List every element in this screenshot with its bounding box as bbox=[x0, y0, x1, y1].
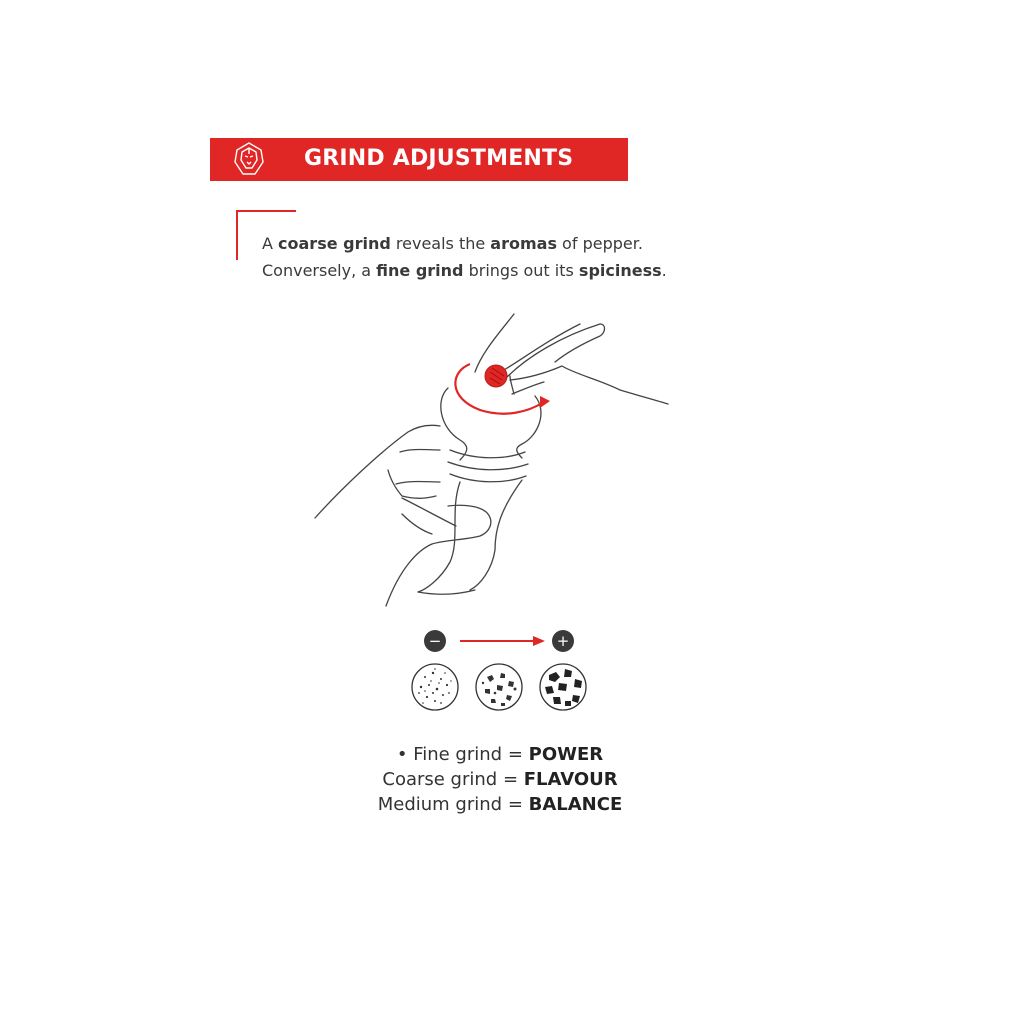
lion-head-icon bbox=[230, 140, 268, 178]
intro-line-1: A coarse grind reveals the aromas of pepper. bbox=[262, 234, 643, 253]
intro-line-2: Conversely, a fine grind brings out its spiciness. bbox=[262, 261, 667, 280]
hand-turning-pepper-mill-knob-icon bbox=[300, 300, 690, 620]
coarse-grind-sample-icon bbox=[540, 664, 586, 710]
intro-text bbox=[262, 230, 667, 284]
svg-text:+: + bbox=[556, 632, 570, 650]
minus-icon bbox=[424, 630, 446, 652]
legend-line-medium: Medium grind = BALANCE bbox=[377, 794, 623, 815]
banner-title: GRIND ADJUSTMENTS bbox=[304, 146, 574, 171]
grind-legend bbox=[300, 742, 700, 817]
section-banner bbox=[210, 138, 628, 181]
svg-text:−: − bbox=[428, 632, 442, 650]
medium-grind-sample-icon bbox=[476, 664, 522, 710]
grind-scale bbox=[405, 625, 595, 720]
legend-line-coarse: Coarse grind = FLAVOUR bbox=[382, 769, 618, 790]
plus-icon bbox=[552, 630, 574, 652]
legend-line-fine: • Fine grind = POWER bbox=[396, 744, 604, 765]
fine-grind-sample-icon bbox=[412, 664, 458, 710]
